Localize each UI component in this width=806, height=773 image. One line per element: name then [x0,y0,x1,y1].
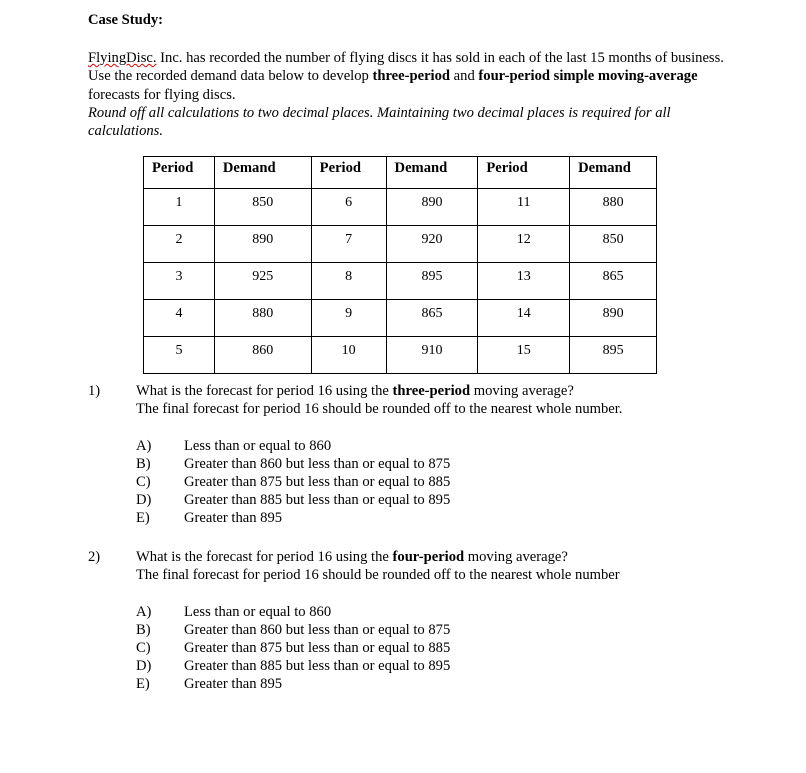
option-text: Greater than 885 but less than or equal to 895 [184,491,451,508]
option-letter: E) [136,509,150,526]
table-row [144,337,657,374]
question-bold: four-period [392,549,465,565]
option-text: Greater than 895 [184,509,283,526]
period-cell: 13 [478,263,570,300]
demand-cell: 865 [570,263,657,300]
option-text: Greater than 895 [184,675,283,692]
table-row [144,263,657,300]
option-letter: A) [136,603,152,620]
header-cell: Demand [386,157,478,189]
question-number: 2) [88,549,101,565]
intro-text-3: forecasts for flying discs. [88,86,236,103]
period-cell: 1 [144,189,215,226]
option-text: Less than or equal to 860 [184,603,332,620]
question-text-end: moving average? [464,549,568,565]
intro-paragraph [88,49,728,140]
option-letter: C) [136,473,151,490]
option-text: Greater than 875 but less than or equal to 885 [184,473,451,490]
period-cell: 5 [144,337,215,374]
header-cell: Period [144,157,215,189]
demand-cell: 890 [386,189,478,226]
table-row [144,300,657,337]
question-note: The final forecast for period 16 should be rounded off to the nearest whole number [136,567,620,584]
demand-cell: 850 [214,189,311,226]
period-cell: 7 [311,226,386,263]
demand-cell: 925 [214,263,311,300]
demand-cell: 880 [214,300,311,337]
option-letter: B) [136,455,151,472]
intro-bold-1: three-period [372,68,451,85]
answer-option [136,437,788,455]
period-cell: 10 [311,337,386,374]
option-text: Greater than 860 but less than or equal to 875 [184,455,451,472]
option-text: Greater than 860 but less than or equal to 875 [184,621,451,638]
answer-option [136,491,788,509]
period-cell: 11 [478,189,570,226]
question-bold: three-period [392,383,471,399]
option-letter: A) [136,437,152,454]
question-text: What is the forecast for period 16 using the [136,549,393,565]
demand-cell: 890 [570,300,657,337]
option-text: Less than or equal to 860 [184,437,332,454]
period-cell: 15 [478,337,570,374]
intro-instructions: Round off all calculations to two decimal places. Maintaining two decimal places is required for all calculations. [88,104,671,140]
question-text-end: moving average? [470,383,574,399]
header-cell: Period [478,157,570,189]
option-letter: D) [136,491,152,508]
option-letter: C) [136,639,151,656]
answer-option [136,509,788,527]
answer-option [136,639,788,657]
demand-cell: 895 [570,337,657,374]
question-note: The final forecast for period 16 should be rounded off to the nearest whole number. [136,401,623,418]
demand-cell: 860 [214,337,311,374]
case-study-title: Case Study: [88,12,164,28]
option-letter: B) [136,621,151,638]
period-cell: 14 [478,300,570,337]
demand-cell: 890 [214,226,311,263]
answer-option [136,657,788,675]
demand-cell: 865 [386,300,478,337]
period-cell: 8 [311,263,386,300]
option-letter: D) [136,657,152,674]
intro-bold-2: four-period simple moving-average [478,68,698,85]
period-cell: 12 [478,226,570,263]
header-cell: Period [311,157,386,189]
header-cell: Demand [214,157,311,189]
answer-option [136,675,788,693]
period-cell: 9 [311,300,386,337]
option-letter: E) [136,675,150,692]
intro-text-1: Inc. has recorded the number of flying discs it has sold in each of the last 15 months of business. Use the recorded demand data below to develop [88,50,724,85]
answer-option [136,621,788,639]
answer-option [136,603,788,621]
company-name: FlyingDisc. [88,50,157,66]
demand-cell: 880 [570,189,657,226]
question-number: 1) [88,383,101,399]
demand-cell: 920 [386,226,478,263]
table-row [144,189,657,226]
demand-cell: 850 [570,226,657,263]
demand-table [143,156,657,374]
answer-option [136,455,788,473]
table-row [144,226,657,263]
period-cell: 3 [144,263,215,300]
demand-cell: 895 [386,263,478,300]
period-cell: 4 [144,300,215,337]
period-cell: 2 [144,226,215,263]
question-1 [88,382,788,527]
demand-cell: 910 [386,337,478,374]
intro-text-2: and [450,68,479,85]
option-text: Greater than 885 but less than or equal to 895 [184,657,451,674]
period-cell: 6 [311,189,386,226]
table-header-row [144,157,657,189]
question-2 [88,548,788,693]
answer-option [136,473,788,491]
question-text: What is the forecast for period 16 using the [136,383,393,399]
option-text: Greater than 875 but less than or equal to 885 [184,639,451,656]
header-cell: Demand [570,157,657,189]
